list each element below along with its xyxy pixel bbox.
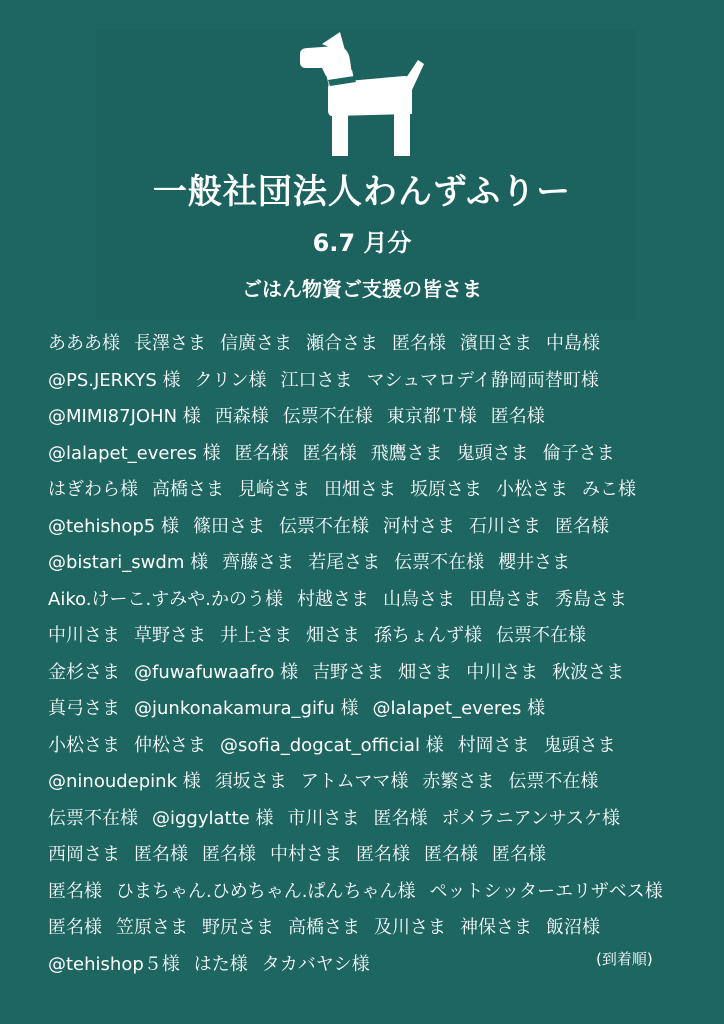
- supporter-name: 秀島さま: [554, 588, 627, 610]
- supporter-row: [48, 837, 698, 874]
- supporter-row: [48, 691, 698, 728]
- supporter-name: 小松さま: [48, 734, 120, 756]
- supporter-name: 伝票不在様: [48, 807, 138, 829]
- supporter-row: [48, 399, 698, 436]
- supporter-name: 伝票不在様: [496, 625, 586, 646]
- supporter-name: ポメラニアンサスケ様: [441, 807, 621, 829]
- supporter-name: 東京都Ｔ様: [386, 406, 477, 427]
- supporter-name: 齊藤さま: [222, 552, 295, 573]
- supporter-name: 山鳥さま: [382, 588, 455, 610]
- supporter-name: 匿名様: [490, 406, 545, 427]
- supporter-name: 須坂さま: [214, 771, 287, 792]
- supporter-name: 金杉さま: [48, 661, 120, 683]
- supporter-row: [48, 509, 698, 546]
- org-title: 一般社団法人わんずふりー: [152, 172, 572, 212]
- supporter-name: 伝票不在様: [278, 515, 369, 537]
- supporter-name: 井上さま: [220, 625, 292, 646]
- supporter-name: 及川さま: [374, 917, 446, 938]
- supporter-name: 伝票不在様: [508, 771, 599, 792]
- supporter-name: 田畑さま: [324, 479, 396, 500]
- supporter-name: @PS.JERKYS 様: [48, 369, 181, 391]
- supporter-name: @iggylatte 様: [152, 807, 274, 829]
- supporter-name: タカバヤシ様: [261, 953, 370, 975]
- supporter-name: @ninoudepink 様: [48, 771, 201, 792]
- supporter-row: [48, 472, 698, 509]
- supporter-name: 野尻さま: [202, 917, 274, 938]
- supporter-name: 濱田さま: [460, 333, 532, 354]
- subtitle: ごはん物資ご支援の皆さま: [242, 277, 482, 301]
- supporter-name: 神保さま: [460, 917, 532, 938]
- supporter-name: @bistari_swdm 様: [48, 552, 209, 573]
- footnote: (到着順): [596, 950, 653, 968]
- supporter-name: 中村さま: [270, 844, 342, 865]
- supporter-row: [48, 655, 698, 692]
- supporter-row: [48, 582, 698, 619]
- supporter-row: [48, 764, 698, 801]
- supporter-name: @lalapet_everes 様: [48, 442, 221, 464]
- supporter-name: 長澤さま: [134, 333, 206, 354]
- supporter-name: 西岡さま: [48, 844, 120, 865]
- supporter-name: 伝票不在様: [282, 406, 373, 427]
- supporter-name: Aiko.けーこ.すみや.かのう様: [48, 588, 283, 610]
- supporter-row: [48, 363, 698, 400]
- supporter-name: 畑さま: [398, 661, 453, 683]
- supporter-row: [48, 326, 698, 363]
- supporter-name: はた様: [193, 953, 248, 975]
- supporter-name: 秋波さま: [552, 661, 625, 683]
- supporter-name: 田島さま: [468, 588, 541, 610]
- supporter-name: 河村さま: [382, 515, 455, 537]
- supporter-name: 中島様: [546, 333, 600, 354]
- supporter-name: 小松さま: [496, 479, 568, 500]
- supporter-row: [48, 545, 698, 582]
- supporter-name: 村越さま: [296, 588, 369, 610]
- supporter-name: 櫻井さま: [498, 552, 571, 573]
- month-label: 6.7 月分: [312, 229, 412, 257]
- supporter-name: 若尾さま: [308, 552, 381, 573]
- supporter-name: はぎわら様: [48, 479, 138, 500]
- supporter-name: @tehishop5 様: [48, 515, 179, 537]
- supporter-name: 仲松さま: [134, 734, 206, 756]
- supporter-name: 中川さま: [48, 625, 120, 646]
- supporter-name: 石川さま: [468, 515, 541, 537]
- supporter-name: 見崎さま: [238, 479, 310, 500]
- supporter-name: 畑さま: [306, 625, 360, 646]
- supporter-name: 真弓さま: [48, 698, 120, 719]
- supporter-row: [48, 436, 698, 473]
- supporter-name: 鬼頭さま: [456, 442, 529, 464]
- supporter-name: 匿名様: [48, 880, 102, 902]
- supporter-name: 伝票不在様: [394, 552, 485, 573]
- supporter-row: [48, 801, 698, 838]
- supporter-name: @tehishop５様: [48, 953, 180, 975]
- supporter-name: @sofia_dogcat_official 様: [220, 734, 444, 756]
- supporter-name: 信廣さま: [220, 333, 292, 354]
- supporter-list: [48, 326, 698, 983]
- supporter-name: 孫ちょんず様: [374, 625, 482, 646]
- supporter-name: ひまちゃん.ひめちゃん.ぱんちゃん様: [116, 880, 416, 902]
- supporter-name: 匿名様: [373, 807, 428, 829]
- supporter-name: 笠原さま: [116, 917, 188, 938]
- supporter-name: @fuwafuwaafro 様: [134, 661, 299, 683]
- supporter-name: 飛鷹さま: [370, 442, 443, 464]
- supporter-name: @junkonakamura_gifu 様: [134, 698, 359, 719]
- supporter-name: みこ様: [582, 479, 636, 500]
- supporter-name: あああ様: [48, 333, 120, 354]
- supporter-name: 坂原さま: [410, 479, 482, 500]
- supporter-row: [48, 910, 698, 947]
- supporter-name: 匿名様: [554, 515, 609, 537]
- supporter-name: 瀬合さま: [306, 333, 378, 354]
- supporter-name: 倫子さま: [542, 442, 615, 464]
- supporter-name: 匿名様: [302, 442, 357, 464]
- supporter-name: 飯沼様: [546, 917, 600, 938]
- supporter-name: 篠田さま: [192, 515, 265, 537]
- supporter-name: 鬼頭さま: [543, 734, 616, 756]
- supporter-name: 吉野さま: [312, 661, 385, 683]
- supporter-name: 高橋さま: [288, 917, 360, 938]
- supporter-name: 赤繁さま: [422, 771, 495, 792]
- supporter-name: 匿名様: [202, 844, 256, 865]
- supporter-name: 西森様: [214, 406, 269, 427]
- dog-icon: [296, 30, 426, 158]
- supporter-name: 匿名様: [48, 917, 102, 938]
- supporter-name: 匿名様: [234, 442, 289, 464]
- supporter-row: [48, 728, 698, 765]
- supporter-name: 匿名様: [356, 844, 410, 865]
- supporter-row: [48, 618, 698, 655]
- supporter-name: 匿名様: [392, 333, 446, 354]
- supporter-name: 匿名様: [424, 844, 478, 865]
- supporter-name: 草野さま: [134, 625, 206, 646]
- supporter-name: @MIMI87JOHN 様: [48, 406, 201, 427]
- supporter-name: 中川さま: [466, 661, 539, 683]
- supporter-name: 高橋さま: [152, 479, 224, 500]
- supporter-name: クリン様: [194, 369, 267, 391]
- supporter-row: [48, 874, 698, 911]
- supporter-name: マシュマロデイ静岡両替町様: [366, 369, 599, 391]
- supporter-name: ペットシッターエリザベス様: [429, 880, 663, 902]
- supporter-name: 匿名様: [134, 844, 188, 865]
- supporter-name: 江口さま: [280, 369, 353, 391]
- supporter-name: 村岡さま: [457, 734, 530, 756]
- supporter-name: 匿名様: [492, 844, 546, 865]
- supporter-name: @lalapet_everes 様: [372, 698, 546, 719]
- supporter-name: 市川さま: [287, 807, 360, 829]
- supporter-name: アトムママ様: [300, 771, 409, 792]
